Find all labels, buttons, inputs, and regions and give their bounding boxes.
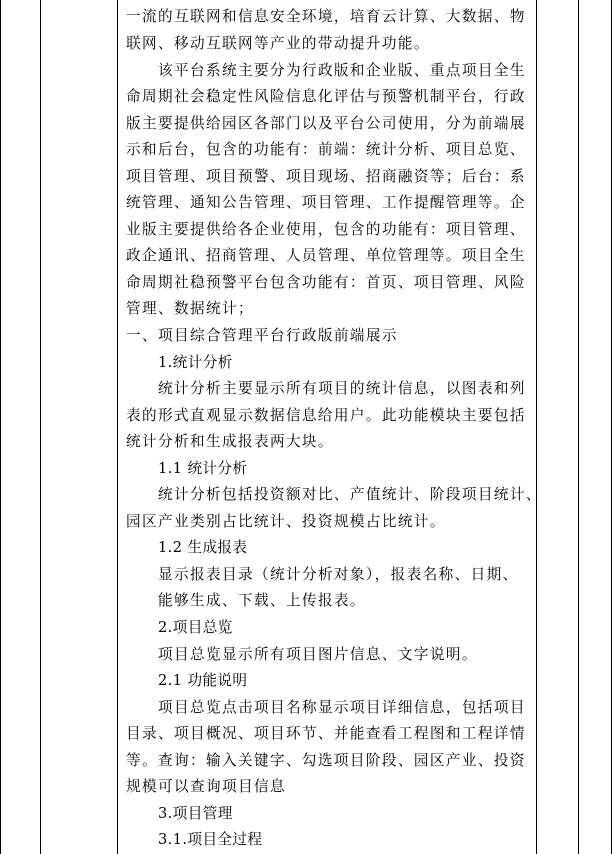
- text-line: 业版主要提供给各企业使用，包含的功能有：项目管理、: [126, 221, 526, 238]
- text-line: 版主要提供给园区各部门以及平台公司使用，分为前端展: [126, 115, 526, 132]
- subsection-heading: 2.项目总览: [158, 619, 233, 636]
- text-line: 该平台系统主要分为行政版和企业版、重点项目全生: [158, 62, 526, 79]
- subsection-heading: 1.1 统计分析: [158, 460, 248, 477]
- text-line: 园区产业类别占比统计、投资规模占比统计。: [126, 513, 446, 530]
- text-line: 联网、移动互联网等产业的带动提升功能。: [126, 35, 430, 52]
- text-line: 命周期社稳预警平台包含功能有：首页、项目管理、风险: [126, 274, 526, 291]
- text-line: 统计分析包括投资额对比、产值统计、阶段项目统计、: [158, 486, 542, 503]
- text-line: 一流的互联网和信息安全环境，培育云计算、大数据、物: [126, 8, 526, 25]
- text-line: 等。查询：输入关键字、勾选项目阶段、园区产业、投资: [126, 752, 526, 769]
- table-border-left: [0, 0, 1, 854]
- text-line: 目录、项目概况、项目环节、并能查看工程图和工程详情: [126, 725, 526, 742]
- subsection-heading: 3.项目管理: [158, 805, 233, 822]
- text-line: 统计分析主要显示所有项目的统计信息，以图表和列: [158, 380, 526, 397]
- subsection-heading: 2.1 功能说明: [158, 672, 248, 689]
- text-line: 能够生成、下载、上传报表。: [158, 592, 366, 609]
- subsection-heading: 1.统计分析: [158, 354, 233, 371]
- text-line: 项目总览点击项目名称显示项目详细信息，包括项目: [158, 699, 526, 716]
- table-column-divider: [578, 0, 579, 854]
- text-line: 显示报表目录（统计分析对象），报表名称、日期、: [158, 566, 519, 583]
- text-line: 统管理、通知公告管理、项目管理、工作提醒管理等。企: [126, 194, 526, 211]
- text-line: 示和后台，包含的功能有：前端：统计分析、项目总览、: [126, 141, 526, 158]
- text-line: 统计分析和生成报表两大块。: [126, 433, 334, 450]
- table-column-divider: [536, 0, 537, 854]
- section-heading: 一、项目综合管理平台行政版前端展示: [126, 327, 398, 344]
- text-line: 命周期社会稳定性风险信息化评估与预警机制平台，行政: [126, 88, 526, 105]
- table-column-divider: [117, 0, 118, 854]
- text-line: 项目管理、项目预警、项目现场、招商融资等；后台：系: [126, 168, 526, 185]
- text-line: 项目总览显示所有项目图片信息、文字说明。: [158, 646, 478, 663]
- text-line: 管理、数据统计；: [126, 300, 254, 317]
- text-line: 表的形式直观显示数据信息给用户。此功能模块主要包括: [126, 407, 526, 424]
- text-line: 规模可以查询项目信息: [126, 778, 286, 795]
- subsection-heading: 3.1.项目全过程: [158, 831, 263, 848]
- table-column-divider: [40, 0, 41, 854]
- text-line: 政企通讯、招商管理、人员管理、单位管理等。项目全生: [126, 247, 526, 264]
- subsection-heading: 1.2 生成报表: [158, 539, 248, 556]
